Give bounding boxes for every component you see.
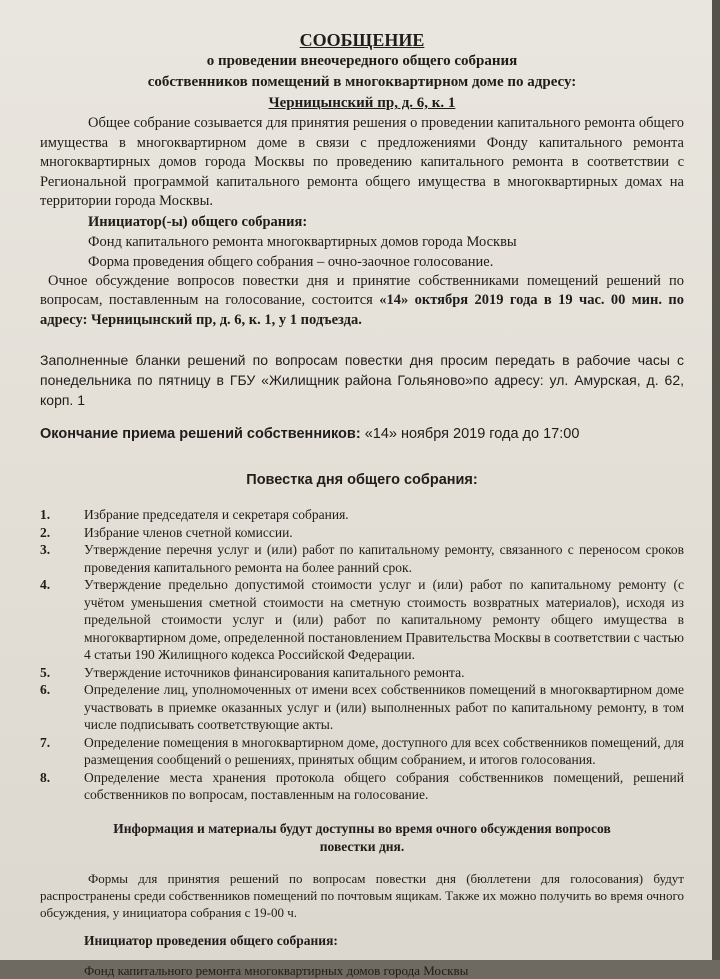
submission-paragraph: Заполненные бланки решений по вопросам повестки дня просим передать в рабочие часы с понедельника по пятницу в ГБУ «Жилищник района Гольяново»по адресу: ул. Амурская, д. 62, корп. 1 [40, 352, 684, 408]
meeting-text: Очное обсуждение вопросов повестки дня и принятие собственниками помещений решений по вопросам, поставленным на голосование, состоится [40, 272, 684, 308]
agenda-item: 7. Определение помещения в многоквартирном доме, доступного для всех собственников помещений, для размещения сообщений о решениях, принятых общим собранием, и итогов голосования. [40, 734, 684, 767]
deadline-label: Окончание приема решений собственников: [40, 426, 361, 442]
subtitle-line-1: о проведении внеочередного общего собрания [206, 53, 518, 69]
agenda-item: 5. Утверждение источников финансирования капитального ремонта. [40, 664, 465, 680]
deadline-line [40, 426, 684, 442]
initiator-label: Инициатор(-ы) общего собрания: [88, 213, 308, 230]
agenda-item: 4. Утверждение предельно допустимой стоимости услуг и (или) работ по капитальному ремонту (с учётом уменьшения сметной стоимости на сметную стоимость возвратных материалов), исходя из предельной стоимости услуг и (или) работ по капитальному ремонту общего имущества в многоквартирном доме, определенной постановлением Правительства Москвы в соответствии с частью 4 статьи 190 Жилищного кодекса Российской Федерации. [40, 577, 684, 662]
agenda-list [40, 506, 684, 804]
deadline-value: «14» ноября 2019 года до 17:00 [364, 426, 580, 442]
agenda-item: 3. Утверждение перечня услуг и (или) работ по капитальному ремонту, связанного с переносом сроков проведения капитального ремонта на более ранний срок. [40, 542, 684, 575]
footer-initiator-label: Инициатор проведения общего собрания: [84, 932, 338, 948]
agenda-item: 2. Избрание членов счетной комиссии. [40, 524, 293, 540]
agenda-title: Повестка дня общего собрания: [246, 472, 478, 488]
building-address: Черницынский пр, д. 6, к. 1 [268, 95, 456, 111]
initiator-name: Фонд капитального ремонта многоквартирных домов города Москвы [88, 233, 517, 250]
agenda-item: 8. Определение места хранения протокола общего собрания собственников помещений, решений собственников по вопросам, поставленным на голосование. [40, 769, 684, 802]
subtitle-line-2: собственников помещений в многоквартирном доме по адресу: [147, 74, 577, 90]
footer-initiator-name: Фонд капитального ремонта многоквартирных домов города Москвы [84, 962, 469, 978]
photo-edge [712, 0, 720, 960]
forms-paragraph: Формы для принятия решений по вопросам повестки дня (бюллетени для голосования) будут распространены среди собственников помещений по почтовым ящикам. Также их можно получить во время очного обсуждения, у инициатора собрания с 19-00 ч. [40, 870, 684, 920]
meeting-paragraph [40, 272, 684, 331]
meeting-date: «14» октября 2019 года в 19 час. 00 мин. по адресу: Черницынский пр, д. 6, к. 1, у 1 подъезда. [40, 292, 684, 328]
info-heading: Информация и материалы будут доступны во время очного обсуждения вопросов повестки дня. [113, 820, 611, 854]
intro-paragraph: Общее собрание созывается для принятия решения о проведении капитального ремонта общего имущества в многоквартирном доме в связи с предложениями Фонду капитального ремонта многоквартирных домов города Москвы по проведению капитального ремонта в соответствии с Региональной программой капитального ремонта общего имущества в многоквартирных домах на территории города Москвы. [40, 115, 684, 209]
meeting-form: Форма проведения общего собрания – очно-заочное голосование. [88, 253, 494, 270]
agenda-item: 6. Определение лиц, уполномоченных от имени всех собственников помещений в многоквартирном доме участвовать в приемке оказанных услуг и (или) выполненных работ по капитальному ремонту, в том числе подписывать соответствующие акты. [40, 682, 684, 732]
agenda-item: 1. Избрание председателя и секретаря собрания. [40, 507, 349, 522]
notice-title: СООБЩЕНИЕ [299, 30, 425, 50]
